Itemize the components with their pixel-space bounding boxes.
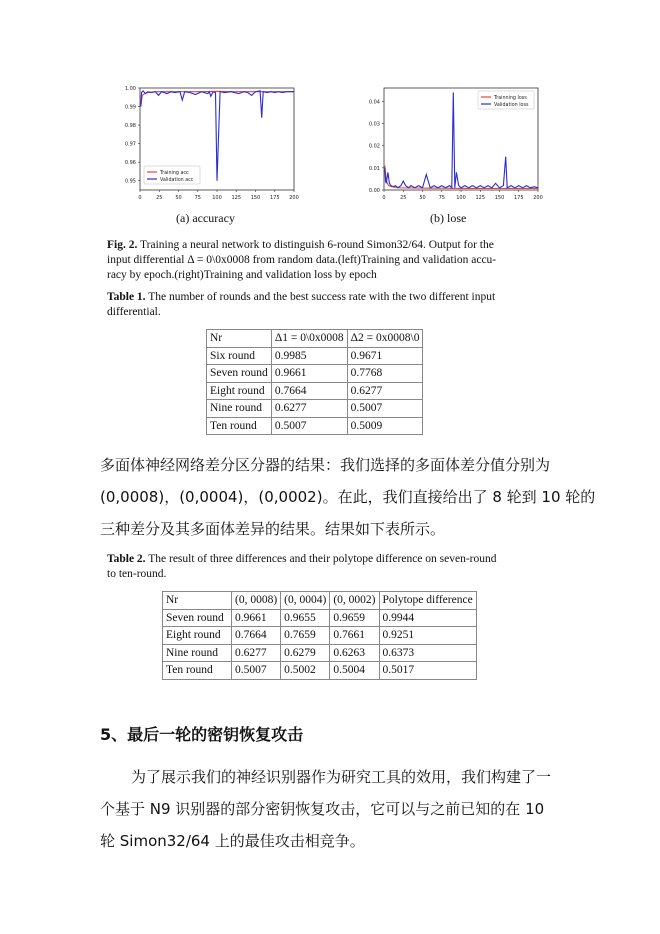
table-cell: 0.6279 bbox=[281, 644, 330, 662]
table-cell: 0.5009 bbox=[347, 417, 423, 435]
table-cell: Ten round bbox=[163, 662, 232, 680]
table-cell: 0.9661 bbox=[232, 609, 281, 627]
table-cell: Eight round bbox=[163, 627, 232, 645]
table-row bbox=[163, 662, 477, 680]
table-row bbox=[207, 400, 423, 418]
table-cell: Ten round bbox=[207, 417, 272, 435]
y-tick-label: 0.01 bbox=[368, 165, 380, 172]
table-cell: 0.9251 bbox=[379, 627, 476, 645]
legend-label: Training acc bbox=[160, 170, 189, 176]
table-header-cell: Nr bbox=[163, 592, 232, 610]
section-5-line-1: 为了展示我们的神经识别器作为研究工具的效用，我们构建了一 bbox=[131, 768, 552, 786]
table-cell: 0.5017 bbox=[379, 662, 476, 680]
x-tick-label: 100 bbox=[212, 195, 222, 201]
table-cell: 0.7664 bbox=[271, 382, 347, 400]
accuracy-subcaption: (a) accuracy bbox=[176, 211, 235, 225]
table-cell: 0.7661 bbox=[330, 627, 379, 645]
table-cell: 0.9661 bbox=[271, 365, 347, 383]
table2 bbox=[162, 591, 477, 680]
table-cell: Seven round bbox=[163, 609, 232, 627]
x-tick-label: 125 bbox=[475, 195, 486, 201]
table-header-cell: Δ1 = 0\0x0008 bbox=[271, 330, 347, 348]
table-cell: Seven round bbox=[207, 365, 272, 383]
table2-caption-line1: The result of three differences and their polytope difference on seven-round bbox=[148, 553, 497, 565]
x-tick-label: 75 bbox=[438, 195, 445, 201]
x-tick-label: 200 bbox=[533, 195, 543, 201]
table1-caption-line2: differential. bbox=[107, 306, 161, 318]
table-cell: Nine round bbox=[207, 400, 272, 418]
table-cell: 0.9944 bbox=[379, 609, 476, 627]
table-row bbox=[163, 644, 477, 662]
table-row bbox=[163, 609, 477, 627]
loss-chart bbox=[356, 82, 546, 210]
x-tick-label: 25 bbox=[400, 195, 407, 201]
table-header-row bbox=[163, 592, 477, 610]
x-tick-label: 200 bbox=[289, 195, 299, 201]
table2-label: Table 2. bbox=[107, 553, 146, 565]
x-tick-label: 175 bbox=[269, 195, 280, 201]
table-cell: Nine round bbox=[163, 644, 232, 662]
table1 bbox=[206, 329, 423, 435]
table-row bbox=[163, 627, 477, 645]
table-cell: 0.5007 bbox=[347, 400, 423, 418]
table-cell: 0.5007 bbox=[271, 417, 347, 435]
loss-subcaption: (b) lose bbox=[430, 211, 467, 225]
training-series-line bbox=[385, 166, 538, 189]
table-cell: Eight round bbox=[207, 382, 272, 400]
x-tick-label: 100 bbox=[456, 195, 466, 201]
fig2-caption bbox=[107, 238, 567, 283]
y-tick-label: 0.98 bbox=[124, 123, 136, 130]
y-tick-label: 0.99 bbox=[124, 104, 136, 111]
table-cell: Six round bbox=[207, 347, 272, 365]
section-5-line-2: 个基于 N9 识别器的部分密钥恢复攻击，它可以与之前已知的在 10 bbox=[100, 800, 545, 818]
y-tick-label: 0.97 bbox=[124, 141, 136, 148]
table-cell: 0.7664 bbox=[232, 627, 281, 645]
table1-label: Table 1. bbox=[107, 291, 146, 303]
section-5-line-3: 轮 Simon32/64 上的最佳攻击相竞争。 bbox=[100, 832, 365, 850]
section-5-heading: 5、最后一轮的密钥恢复攻击 bbox=[100, 725, 304, 744]
table-header-row bbox=[207, 330, 423, 348]
table-row bbox=[207, 382, 423, 400]
table-cell: 0.7659 bbox=[281, 627, 330, 645]
table-cell: 0.6277 bbox=[347, 382, 423, 400]
table-header-cell: Δ2 = 0x0008\0 bbox=[347, 330, 423, 348]
table-cell: 0.5007 bbox=[232, 662, 281, 680]
paragraph-1-line-1: 多面体神经网络差分区分器的结果：我们选择的多面体差分值分别为 bbox=[100, 456, 551, 474]
table2-caption bbox=[107, 552, 567, 582]
table-row bbox=[207, 365, 423, 383]
y-tick-label: 0.03 bbox=[368, 121, 380, 128]
legend-label: Trainning loss bbox=[494, 95, 527, 101]
table-cell: 0.9985 bbox=[271, 347, 347, 365]
legend-label: Validation acc bbox=[160, 177, 194, 183]
accuracy-chart-svg bbox=[112, 82, 302, 210]
table1-caption-line1: The number of rounds and the best success rate with the two different input bbox=[148, 291, 496, 303]
training-series-line bbox=[141, 91, 294, 106]
fig2-caption-line3: racy by epoch.(right)Training and validation loss by epoch bbox=[107, 269, 377, 281]
table-header-cell: Nr bbox=[207, 330, 272, 348]
y-tick-label: 0.96 bbox=[124, 160, 136, 167]
table-header-cell: (0, 0002) bbox=[330, 592, 379, 610]
table-cell: 0.5004 bbox=[330, 662, 379, 680]
table-header-cell: (0, 0004) bbox=[281, 592, 330, 610]
table-header-cell: Polytope difference bbox=[379, 592, 476, 610]
table-cell: 0.7768 bbox=[347, 365, 423, 383]
table-cell: 0.9655 bbox=[281, 609, 330, 627]
accuracy-chart bbox=[112, 82, 302, 210]
y-tick-label: 0.02 bbox=[368, 143, 380, 150]
fig2-label: Fig. 2. bbox=[107, 239, 138, 251]
x-tick-label: 25 bbox=[156, 195, 163, 201]
x-tick-label: 150 bbox=[250, 195, 261, 201]
table-cell: 0.6277 bbox=[232, 644, 281, 662]
x-tick-label: 125 bbox=[231, 195, 242, 201]
table-cell: 0.9659 bbox=[330, 609, 379, 627]
table-row bbox=[207, 347, 423, 365]
table-row bbox=[207, 417, 423, 435]
table-cell: 0.6263 bbox=[330, 644, 379, 662]
table1-caption bbox=[107, 290, 567, 320]
y-tick-label: 0.95 bbox=[124, 178, 136, 185]
table-cell: 0.5002 bbox=[281, 662, 330, 680]
x-tick-label: 0 bbox=[382, 195, 386, 201]
x-tick-label: 50 bbox=[419, 195, 426, 201]
paragraph-1-line-2: (0,0008)，(0,0004)，(0,0002)。在此，我们直接给出了 8 轮到 10 轮的 bbox=[100, 488, 596, 506]
loss-chart-svg bbox=[356, 82, 546, 210]
y-tick-label: 0.00 bbox=[368, 188, 380, 194]
y-tick-label: 1.00 bbox=[124, 86, 136, 92]
x-tick-label: 75 bbox=[194, 195, 201, 201]
paragraph-1-line-3: 三种差分及其多面体差异的结果。结果如下表所示。 bbox=[100, 520, 446, 538]
fig2-caption-line2: input differential Δ = 0\0x0008 from random data.(left)Training and validation accu- bbox=[107, 254, 497, 266]
x-tick-label: 150 bbox=[494, 195, 505, 201]
table-cell: 0.6277 bbox=[271, 400, 347, 418]
x-tick-label: 50 bbox=[175, 195, 182, 201]
table-header-cell: (0, 0008) bbox=[232, 592, 281, 610]
legend-label: Validation loss bbox=[494, 102, 529, 108]
table-cell: 0.9671 bbox=[347, 347, 423, 365]
table2-caption-line2: to ten-round. bbox=[107, 568, 167, 580]
fig2-caption-line1: Training a neural network to distinguish 6-round Simon32/64. Output for the bbox=[140, 239, 494, 251]
x-tick-label: 0 bbox=[138, 195, 142, 201]
x-tick-label: 175 bbox=[513, 195, 524, 201]
table-cell: 0.6373 bbox=[379, 644, 476, 662]
y-tick-label: 0.04 bbox=[368, 99, 380, 106]
